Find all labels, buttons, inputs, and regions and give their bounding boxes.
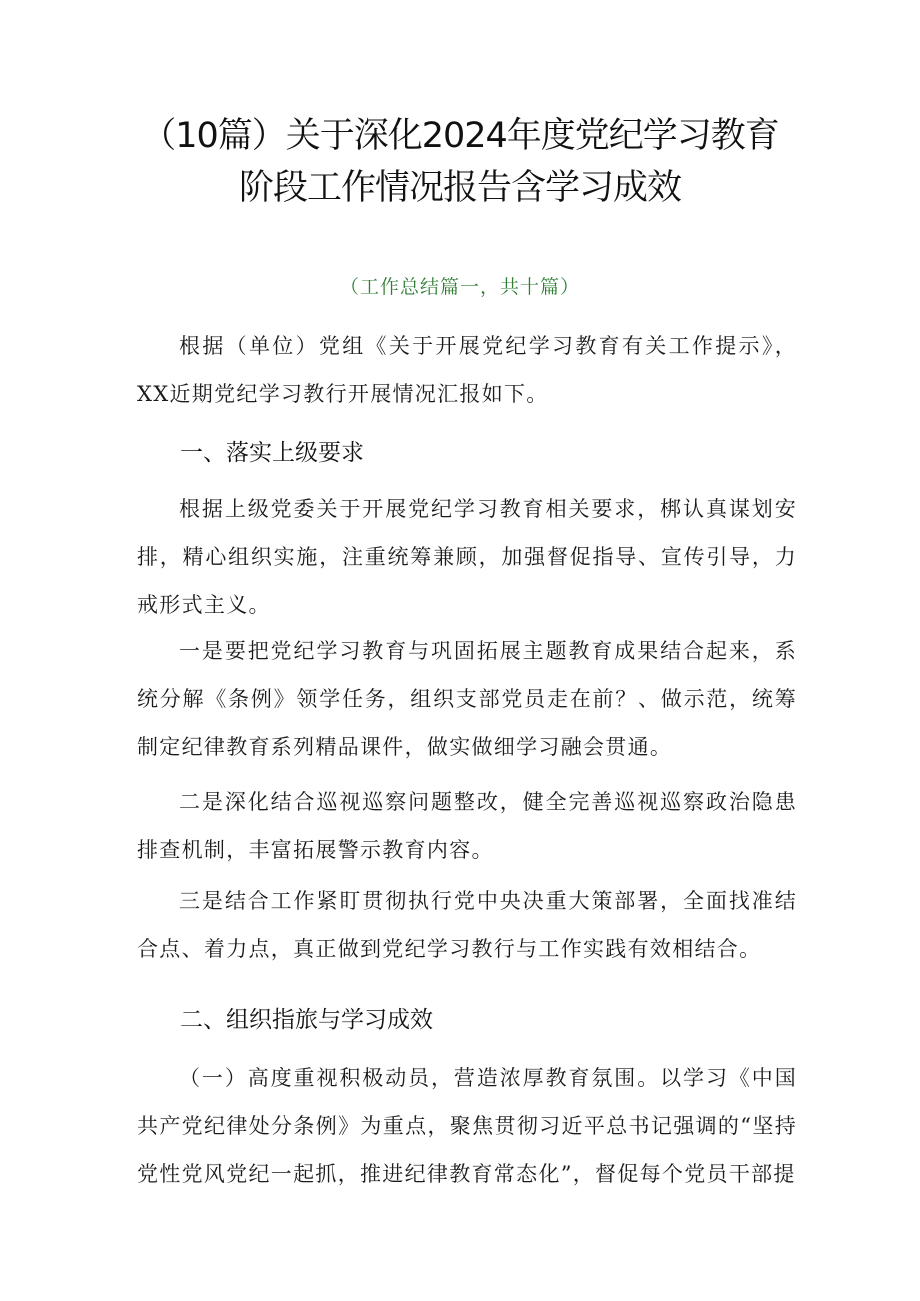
section-1-paragraph-1: 根据上级党委关于开展党纪学习教育相关要求，梆认真谋划安排，精心组织实施，注重统筹兼顾，加强督促指导、宣传引导，力戒形式主义。	[137, 497, 797, 617]
intro-paragraph: 根据（单位）党组《关于开展党纪学习教育有关工作提示》，XX近期党纪学习教行开展情况汇报如下。	[137, 334, 797, 406]
section-1-paragraph-2: 一是要把党纪学习教育与巩固拓展主题教育成果结合起来，系统分解《条例》领学任务，组织支部党员走在前？、做示范，统筹制定纪律教育系列精品课件，做实做细学习融会贯通。	[137, 639, 797, 759]
document-subtitle: （工作总结篇一，共十篇）	[339, 276, 580, 298]
section-1-heading: 一、落实上级要求	[180, 440, 364, 466]
section-1-paragraph-4: 三是结合工作紧盯贯彻执行党中央决重大策部署，全面找准结合点、着力点，真正做到党纪学习教行与工作实践有效相结合。	[137, 889, 797, 961]
document-title-line-1: （10篇）关于深化2024年度党纪学习教育	[141, 116, 779, 156]
section-1-paragraph-3: 二是深化结合巡视巡察问题整改，健全完善巡视巡察政治隐患排查机制，丰富拓展警示教育内容。	[137, 790, 797, 862]
document-title-line-2: 阶段工作情况报告含学习成效	[238, 168, 681, 208]
section-2-heading: 二、组织指旅与学习成效	[180, 1007, 433, 1033]
section-2-paragraph-1: （一）高度重视积极动员，营造浓厚教育氛围。以学习《中国共产党纪律处分条例》为重点，聚焦贯彻习近平总书记强调的“坚持党性党风党纪一起抓，推进纪律教育常态化”，督促每个党员干部提	[137, 1066, 797, 1186]
